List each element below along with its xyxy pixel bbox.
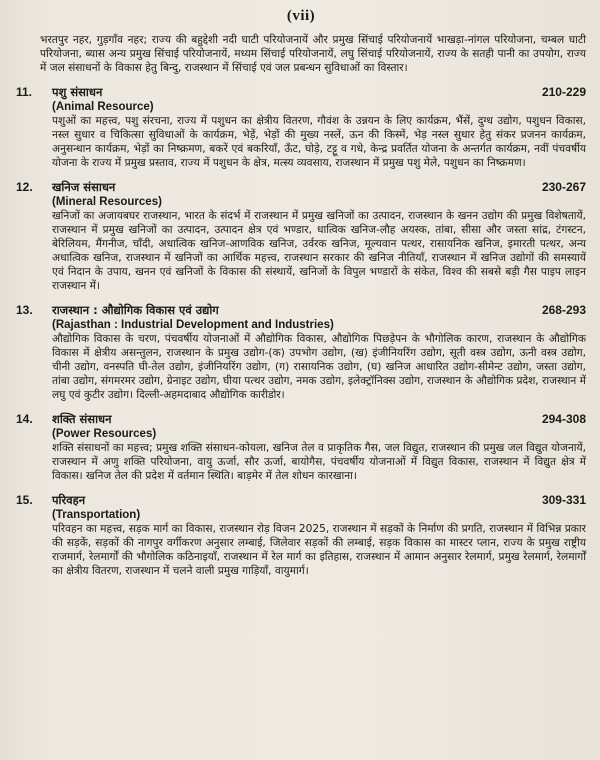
- section-english-title: (Mineral Resources): [52, 196, 162, 208]
- section-pages: 230-267: [541, 180, 586, 194]
- section-english-title: (Rajasthan : Industrial Development and Industries): [52, 319, 334, 331]
- section-title: राजस्थान : औद्योगिक विकास एवं उद्योग: [52, 303, 219, 317]
- section-number: 13.: [16, 303, 33, 317]
- section-11: [16, 85, 586, 170]
- section-body: शक्ति संसाधनों का महत्त्व; प्रमुख शक्ति संसाधन-कोयला, खनिज तेल व प्राकृतिक गैस, जल विद्युत, राजस्थान की प्रमुख जल विद्युत योजनायें, राजस्थान में अणु शक्ति परियोजना, वायु ऊर्जा, सौर ऊर्जा, बायोगैस, पंचवर्षीय योजनाओं में विद्युत विकास, राजस्थान में विद्युत क्षेत्र में विकास। खनिज तेल की प्रदेश में वर्तमान स्थिति। बाड़मेर में तेल शोधन कारखाना।: [52, 442, 586, 482]
- section-body: परिवहन का महत्त्व, सड़क मार्ग का विकास, राजस्थान रोड़ विजन 2025, राजस्थान में सड़कों के निर्माण की प्रगति, राजस्थान में विभिन्न प्रकार की सड़कें, सड़कों की नागपुर वर्गीकरण अनुसार लम्बाई, जिलेवार सड़कों की लम्बाई, सड़क विकास का मास्टर प्लान, राज्य के प्रमुख राष्ट्रीय राजमार्ग, रेलमार्गों की भौगोलिक कठिनाइयाँ, राजस्थान में रेल मार्ग का इतिहास, राजस्थान में आमान अनुसार रेलमार्ग, प्रमुख रेलमार्ग, रेलमार्गों का क्षेत्रीय वितरण, राजस्थान में चलने वाली प्रमुख गाड़ियाँ, वायुमार्ग।: [52, 523, 586, 577]
- section-number: 12.: [16, 180, 33, 194]
- section-body: खनिजों का अजायबघर राजस्थान, भारत के संदर्भ में राजस्थान में प्रमुख खनिजों का उत्पादन, राजस्थान के खनन उद्योग की प्रमुख विशेषतायें, राजस्थान में प्रमुख खनिजों का उत्पादन, उत्पादन क्षेत्र एवं भण्डार, धात्विक खनिज-लौह अयस्क, तांबा, सीसा और जस्ता सांद्र, टंगस्टन, बेरिलियम, मैंगनीज, चाँदी, अधात्विक खनिज-आणविक खनिज, उर्वरक खनिज, मूल्यवान पत्थर, रासायनिक खनिज, इमारती पत्थर, अन्य अधात्विक खनिज, राजस्थान में खनिजों का आर्थिक महत्त्व, राजस्थान सरकार की खनिज नीतियाँ, राजस्थान में खनिज उद्योगों की समस्यायें एवं निदान के उपाय, खनन एवं खनिजों के विकास की संस्थायें, खनिजों के विपुल भण्डारों के संकेत, विश्व की सबसे बड़ी गैस पाइप लाइन राजस्थान में।: [52, 210, 586, 292]
- section-15: [16, 493, 586, 578]
- section-title: खनिज संसाधन: [52, 180, 116, 194]
- section-number: 14.: [16, 412, 33, 426]
- section-pages: 210-229: [541, 85, 586, 99]
- section-title: पशु संसाधन: [52, 85, 103, 99]
- section-english-title: (Transportation): [52, 509, 141, 521]
- section-body: औद्योगिक विकास के चरण, पंचवर्षीय योजनाओं में औद्योगिक विकास, औद्योगिक पिछड़ेपन के भौगोलिक कारण, राजस्थान के औद्योगिक विकास में क्षेत्रीय असन्तुलन, राजस्थान के प्रमुख उद्योग-(क) उपभोग उद्योग, (ख) इंजीनियरिंग उद्योग, सूती वस्त्र उद्योग, ऊनी वस्त्र उद्योग, चीनी उद्योग, वनस्पति घी-तेल उद्योग, इंजीनियरिंग उद्योग, (ग) रासायनिक उद्योग, (घ) खनिज आधारित उद्योग-सीमेन्ट उद्योग, जस्ता उद्योग, तांबा उद्योग, संगमरमर उद्योग, ग्रेनाइट उद्योग, घीया पत्थर उद्योग, नमक उद्योग, इलेक्ट्रॉनिक्स उद्योग, राजस्थान के औद्योगिक प्रदेश, राजस्थान में लघु एवं कुटीर उद्योग। दिल्ली-अहमदाबाद औद्योगिक कारीडोर।: [52, 333, 586, 401]
- section-13: [16, 303, 586, 402]
- section-english-title: (Animal Resource): [52, 101, 154, 113]
- section-pages: 268-293: [541, 303, 586, 317]
- section-12: [16, 180, 586, 293]
- section-pages: 294-308: [541, 412, 586, 426]
- section-heading: [16, 493, 586, 508]
- section-body: पशुओं का महत्त्व, पशु संरचना, राज्य में पशुधन का क्षेत्रीय वितरण, गौवंश के उन्नयन के लिए कार्यक्रम, भैंसें, दुग्ध उद्योग, पशुधन विकास, नस्ल सुधार व चिकित्सा सुविधाओं के कार्यक्रम, भेड़ें, भेड़ों की मुख्य नस्लें, ऊन की किस्में, भेड़ नस्ल सुधार हेतु संकर प्रजनन कार्यक्रम, अनुसन्धान कार्यक्रम, भेड़ों का निष्क्रमण, बकरें एवं बकरियाँ, ऊँट, घोड़े, टट्टू व गधे, केन्द्र प्रवर्तित योजना के अन्तर्गत कार्यक्रम, नवीं पंचवर्षीय योजना के राज्य में प्रमुख प्रस्ताव, राज्य में पशुधन के क्षेत्र, मत्स्य व्यवसाय, राजस्थान में प्रमुख पशु मेले, पशुधन का निष्क्रमण।: [52, 115, 586, 169]
- page-number: (vii): [286, 8, 316, 24]
- section-heading: [16, 412, 586, 427]
- section-title: परिवहन: [52, 493, 86, 507]
- section-heading: [16, 85, 586, 100]
- section-number: 15.: [16, 493, 33, 507]
- section-pages: 309-331: [541, 493, 586, 507]
- intro-paragraph: भरतपुर नहर, गुड़गाँव नहर; राज्य की बहुद्देशी नदी घाटी परियोजनायें और प्रमुख सिंचाई परियोजनायें भाखड़ा-नांगल परियोजना, चम्बल घाटी परियोजना, ब्यास अन्य प्रमुख सिंचाई परियोजनायें, मध्यम सिंचाई परियोजनायें, लघु सिंचाई परियोजनायें, राज्य के सतही पानी का उपयोग, राज्य में जल संसाधनों के विकास हेतु बिन्दु, राजस्थान में सिंचाई एवं जल प्रबन्धन सुविधाओं का विस्तार।: [40, 34, 586, 74]
- section-heading: [16, 180, 586, 195]
- section-number: 11.: [16, 85, 33, 99]
- section-heading: [16, 303, 586, 318]
- section-title: शक्ति संसाधन: [52, 412, 112, 426]
- section-14: [16, 412, 586, 483]
- section-english-title: (Power Resources): [52, 428, 157, 440]
